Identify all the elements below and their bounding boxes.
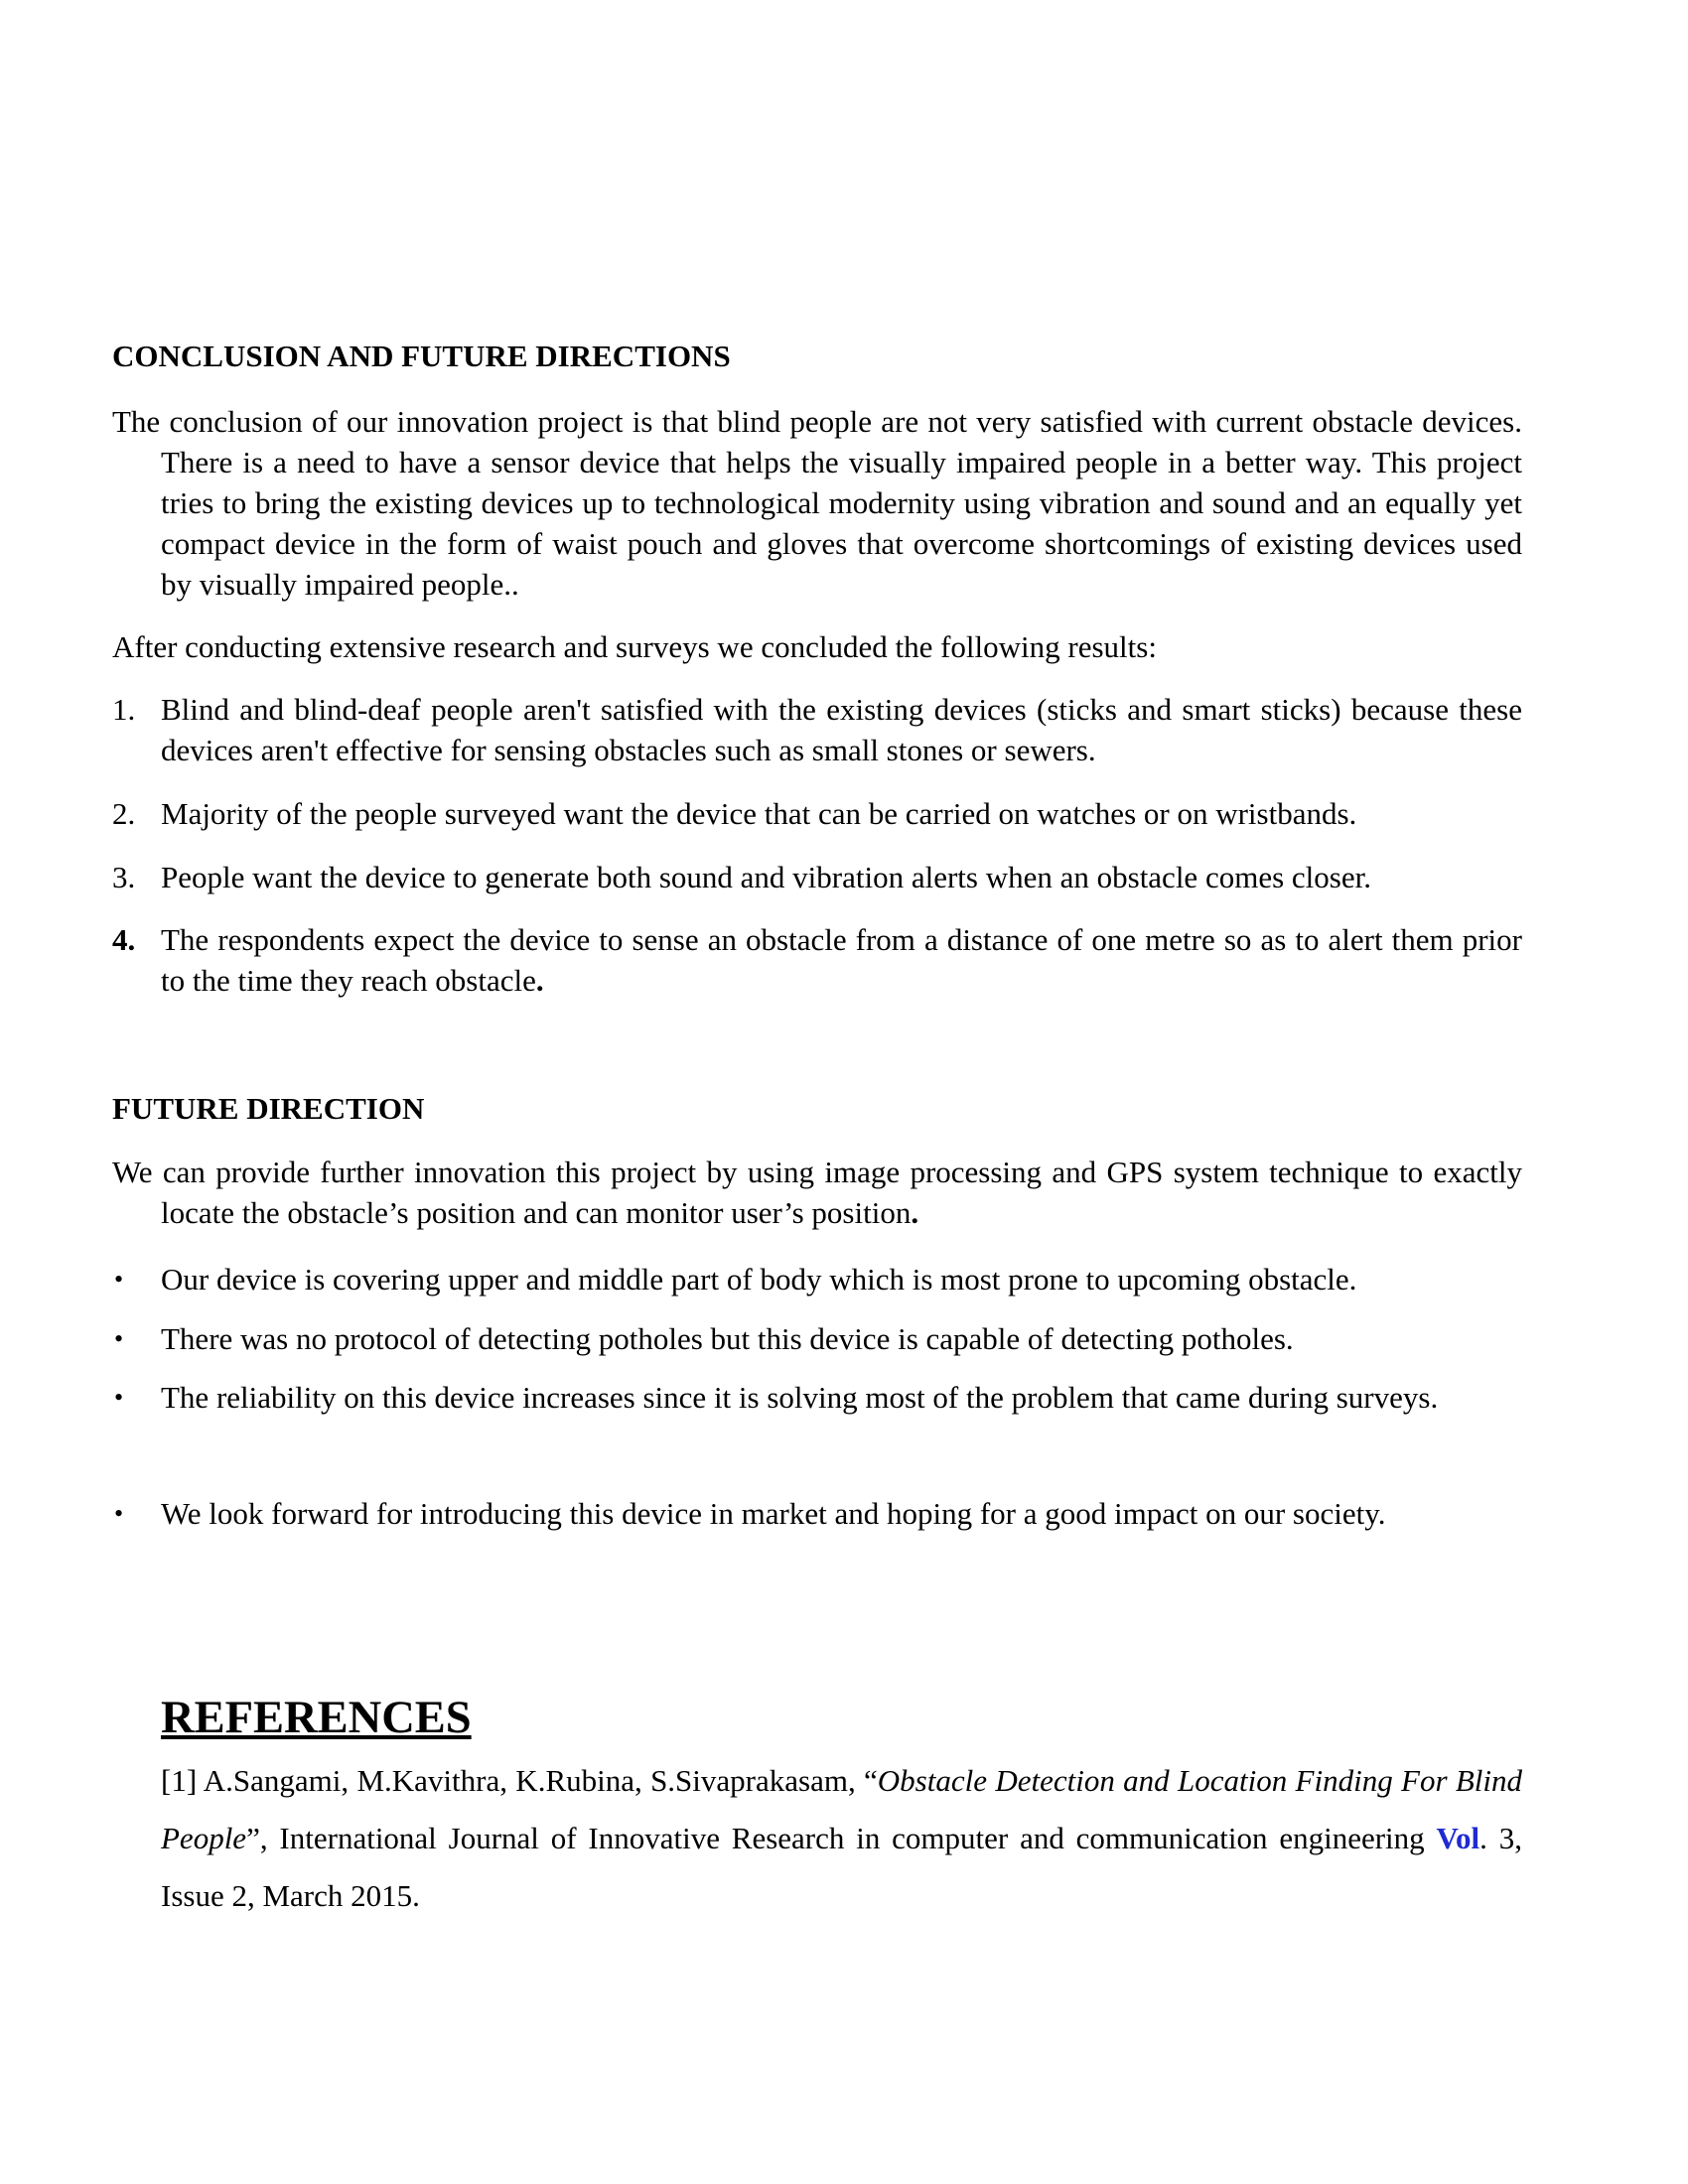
conclusion-intro-paragraph: The conclusion of our innovation project is that blind people are not very satisfied with current obstacle devices. There is a need to have a sensor device that helps the visually impaired people in a better way. This project tries to bring the existing devices up to technological modernity using vibration and sound and an equally yet compact device in the form of waist pouch and gloves that overcome shortcomings of existing devices used by visually impaired people.. <box>112 404 1522 602</box>
list-number: 2. <box>112 796 136 831</box>
bullet-icon: • <box>114 1383 124 1412</box>
result-item-3 <box>112 857 1522 897</box>
bullet-item-text: We look forward for introducing this device in market and hoping for a good impact on our society. <box>161 1496 1386 1531</box>
future-intro-text: We can provide further innovation this project by using image processing and GPS system technique to exactly locate the obstacle’s position and can monitor user’s position <box>112 1155 1522 1230</box>
reference-issue-date: . 3, Issue 2, March 2015. <box>161 1821 1523 1913</box>
future-bullet-item-4 <box>112 1493 1522 1534</box>
future-bullet-item-1 <box>112 1259 1522 1299</box>
list-item-text: Majority of the people surveyed want the device that can be carried on watches or on wristbands. <box>161 796 1357 831</box>
result-item-1 <box>112 689 1522 770</box>
future-direction-heading: FUTURE DIRECTION <box>112 1091 425 1126</box>
list-item-text-body: The respondents expect the device to sense an obstacle from a distance of one metre so as to alert them prior to the time they reach obstacle <box>161 922 1522 998</box>
bullet-item-text: Our device is covering upper and middle part of body which is most prone to upcoming obstacle. <box>161 1262 1357 1297</box>
results-lead-paragraph: After conducting extensive research and surveys we concluded the following results: <box>112 629 1157 664</box>
future-intro-paragraph <box>112 1152 1522 1233</box>
conclusion-heading: CONCLUSION AND FUTURE DIRECTIONS <box>112 339 731 373</box>
reference-title: Obstacle Detection and Location Finding For Blind People <box>161 1763 1523 1855</box>
reference-item-1 <box>161 1752 1522 1925</box>
result-item-2 <box>112 793 1522 834</box>
list-number: 4. <box>112 922 136 957</box>
list-item-text: People want the device to generate both sound and vibration alerts when an obstacle comes closer. <box>161 860 1371 894</box>
future-intro-end: . <box>911 1195 919 1230</box>
reference-journal: ”, International Journal of Innovative Research in computer and communication engineering <box>246 1821 1437 1855</box>
list-item-text-end: . <box>535 963 544 998</box>
list-number: 3. <box>112 860 136 894</box>
future-bullet-item-2 <box>112 1318 1522 1359</box>
references-heading: REFERENCES <box>161 1693 472 1743</box>
result-item-4 <box>112 919 1522 1001</box>
future-bullet-item-3 <box>112 1369 1522 1427</box>
list-item-text <box>161 919 1522 1001</box>
bullet-icon: • <box>114 1324 124 1353</box>
reference-volume-link[interactable]: Vol <box>1436 1821 1480 1855</box>
bullet-item-text: The reliability on this device increases since it is solving most of the problem that came during surveys. <box>161 1380 1439 1415</box>
list-number: 1. <box>112 692 136 727</box>
bullet-item-text: There was no protocol of detecting potholes but this device is capable of detecting potholes. <box>161 1321 1294 1356</box>
reference-authors: [1] A.Sangami, M.Kavithra, K.Rubina, S.Sivaprakasam, “ <box>161 1763 878 1798</box>
bullet-icon: • <box>114 1499 124 1528</box>
list-item-text: Blind and blind-deaf people aren't satisfied with the existing devices (sticks and smart sticks) because these devices aren't effective for sensing obstacles such as small stones or sewers. <box>161 692 1522 767</box>
bullet-icon: • <box>114 1265 124 1294</box>
